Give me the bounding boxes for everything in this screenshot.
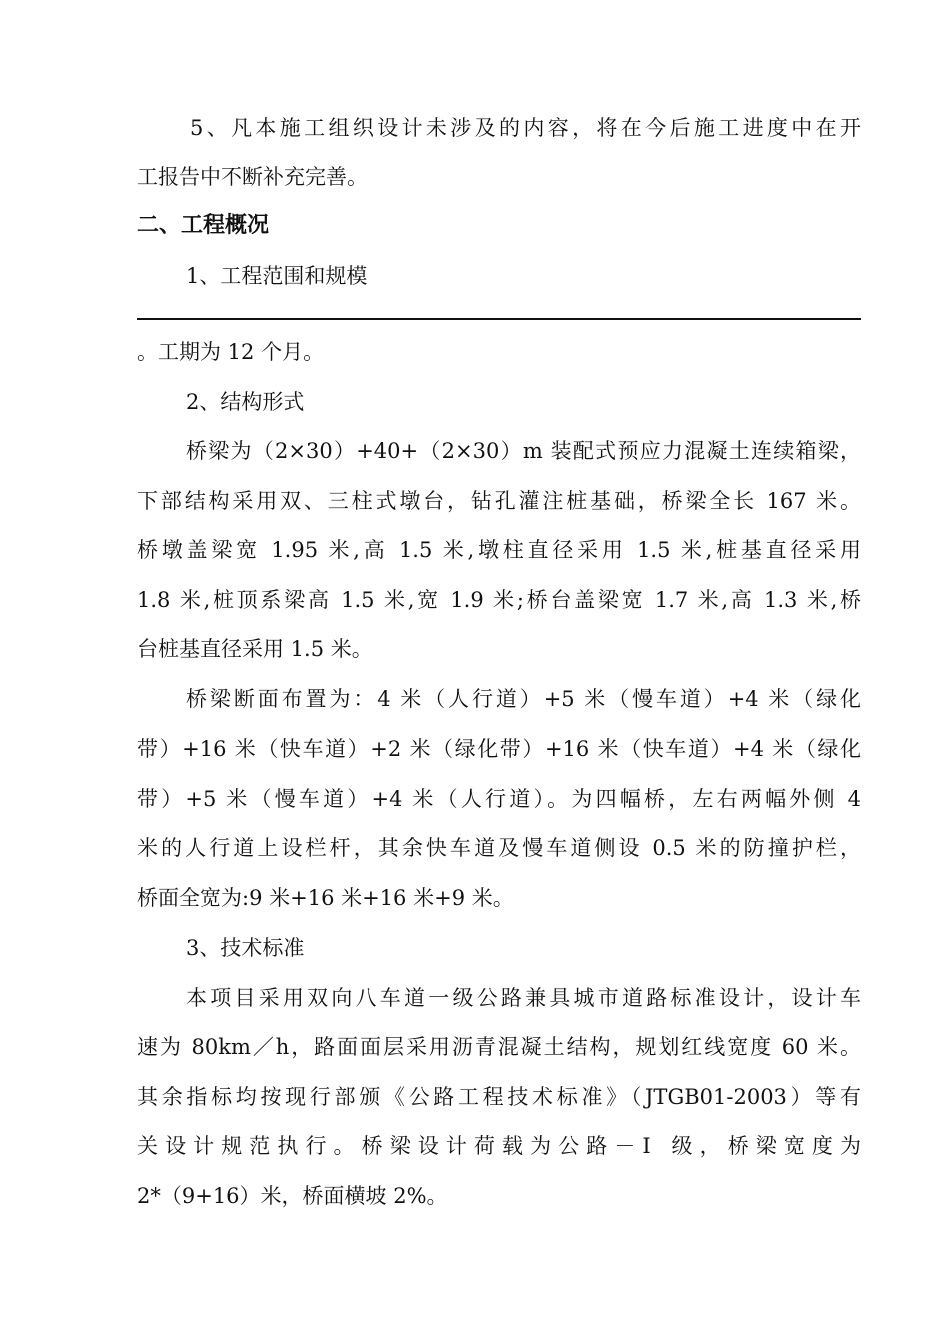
structure-line-2: 下部结构采用双、三柱式墩台，钻孔灌注桩基础，桥梁全长 167 米。 — [137, 489, 861, 513]
standards-line-3: 其余指标均按现行部颁《公路工程技术标准》（JTGB01-2003）等有 — [137, 1085, 861, 1109]
structure-line-1: 桥梁为（2×30）+40+（2×30）m 装配式预应力混凝土连续箱梁， — [186, 439, 861, 463]
structure-line-5: 台桩基直径采用 1.5 米。 — [137, 637, 373, 661]
structure-line-3: 桥墩盖梁宽 1.95 米,高 1.5 米,墩柱直径采用 1.5 米,桩基直径采用 — [137, 538, 861, 562]
structure-line-4: 1.8 米,桩顶系梁高 1.5 米,宽 1.9 米;桥台盖梁宽 1.7 米,高 1.3 米,桥 — [137, 588, 861, 612]
section-heading-overview: 二、工程概况 — [137, 213, 270, 238]
blank-underline-rule — [137, 318, 861, 320]
standards-line-2: 速为 80km／h，路面面层采用沥青混凝土结构，规划红线宽度 60 米。 — [137, 1035, 861, 1059]
cross-section-line-3: 带）+5 米（慢车道）+4 米（人行道）。为四幅桥，左右两幅外侧 4 — [137, 787, 861, 811]
standards-line-4: 关设计规范执行。桥梁设计荷载为公路－Ⅰ 级，桥梁宽度为 — [137, 1134, 861, 1158]
paragraph-5-line-1: 5、凡本施工组织设计未涉及的内容，将在今后施工进度中在开 — [190, 116, 861, 140]
standards-line-5: 2*（9+16）米，桥面横坡 2%。 — [137, 1184, 448, 1208]
cross-section-line-2: 带）+16 米（快车道）+2 米（绿化带）+16 米（快车道）+4 米（绿化 — [137, 737, 861, 761]
subheading-standards: 3、技术标准 — [186, 936, 305, 960]
cross-section-line-5: 桥面全宽为:9 米+16 米+16 米+9 米。 — [137, 886, 514, 910]
cross-section-line-1: 桥梁断面布置为：4 米（人行道）+5 米（慢车道）+4 米（绿化 — [186, 687, 861, 711]
duration-line: 。工期为 12 个月。 — [137, 340, 325, 364]
standards-line-1: 本项目采用双向八车道一级公路兼具城市道路标准设计，设计车 — [186, 986, 861, 1010]
subheading-structure: 2、结构形式 — [186, 390, 305, 414]
cross-section-line-4: 米的人行道上设栏杆，其余快车道及慢车道侧设 0.5 米的防撞护栏， — [137, 836, 861, 860]
paragraph-5-line-2: 工报告中不断补充完善。 — [137, 165, 368, 189]
subheading-scope: 1、工程范围和规模 — [186, 264, 368, 288]
